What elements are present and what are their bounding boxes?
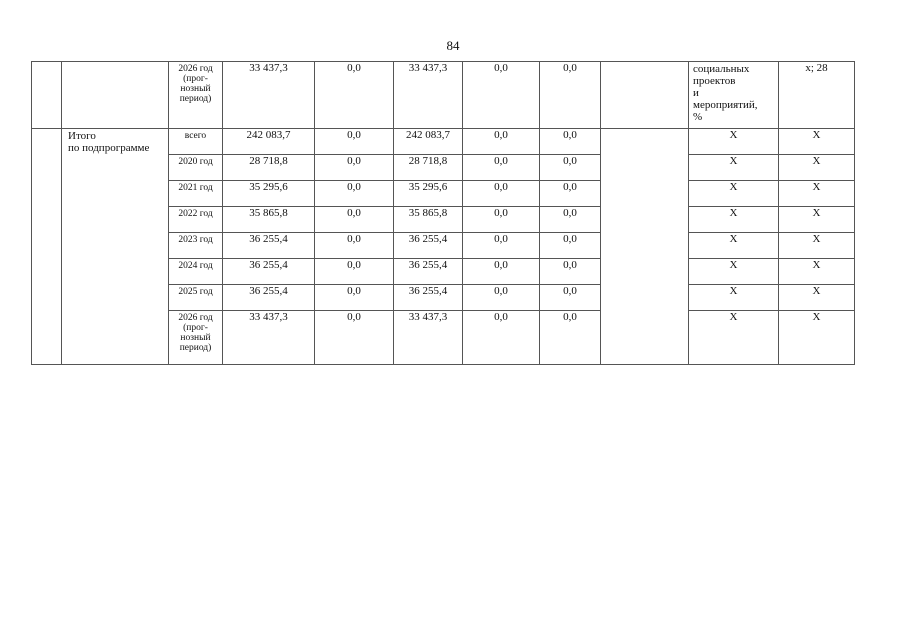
table-row <box>32 62 855 129</box>
value-cell: 35 865,8 <box>223 207 315 233</box>
year-text: 2025 год <box>178 287 213 297</box>
table-row <box>32 129 855 155</box>
year-cell <box>169 62 223 129</box>
value-cell: 33 437,3 <box>394 62 463 129</box>
year-cell <box>169 181 223 207</box>
value-cell: 0,0 <box>463 285 540 311</box>
value-cell: 0,0 <box>315 259 394 285</box>
value-cell: 28 718,8 <box>223 155 315 181</box>
value-cell: 0,0 <box>315 181 394 207</box>
executor-cell <box>601 129 689 365</box>
total-label-text: по подпрограмме <box>68 142 150 154</box>
value-cell: 35 295,6 <box>223 181 315 207</box>
year-text: (прог- <box>183 323 208 333</box>
year-cell <box>169 233 223 259</box>
value-cell: 33 437,3 <box>223 311 315 365</box>
value-cell: 0,0 <box>315 311 394 365</box>
value-cell: 0,0 <box>540 207 601 233</box>
indicator-text: и <box>693 87 699 99</box>
year-text: 2026 год <box>178 64 213 74</box>
value-cell: 28 718,8 <box>394 155 463 181</box>
value-cell: 0,0 <box>463 311 540 365</box>
year-text: период) <box>179 94 212 104</box>
x-mark-cell: Х <box>689 129 779 155</box>
indicator-cell <box>689 62 779 129</box>
value-cell: 36 255,4 <box>394 233 463 259</box>
x-mark-cell: Х <box>689 207 779 233</box>
executor-cell <box>601 62 689 129</box>
year-cell <box>169 311 223 365</box>
value-cell: 242 083,7 <box>223 129 315 155</box>
value-cell: 0,0 <box>315 129 394 155</box>
x-mark-cell: Х <box>779 155 855 181</box>
value-cell: 36 255,4 <box>223 259 315 285</box>
x-mark-cell: Х <box>779 233 855 259</box>
x-mark-cell: Х <box>689 155 779 181</box>
indicator-text: % <box>693 111 703 123</box>
year-text: 2022 год <box>178 209 213 219</box>
year-cell <box>169 259 223 285</box>
value-cell: 0,0 <box>540 155 601 181</box>
value-cell: 0,0 <box>540 259 601 285</box>
value-cell: 0,0 <box>463 233 540 259</box>
x-mark-cell: Х <box>689 181 779 207</box>
table-body <box>32 62 855 365</box>
name-cell <box>62 62 169 129</box>
value-cell: 0,0 <box>463 181 540 207</box>
indicator-text: социальных <box>693 63 750 75</box>
value-cell: 0,0 <box>463 207 540 233</box>
x-mark-cell: Х <box>689 259 779 285</box>
value-cell: 33 437,3 <box>223 62 315 129</box>
year-text: 2020 год <box>178 157 213 167</box>
total-label-cell <box>62 129 169 365</box>
value-cell: 0,0 <box>540 311 601 365</box>
year-text: период) <box>179 343 212 353</box>
x-mark-cell: Х <box>689 285 779 311</box>
value-cell: 0,0 <box>315 285 394 311</box>
value-cell: 0,0 <box>540 285 601 311</box>
indicator-text: проектов <box>693 75 736 87</box>
x-mark-cell: Х <box>689 233 779 259</box>
value-cell: 0,0 <box>463 129 540 155</box>
value-cell: 0,0 <box>315 62 394 129</box>
value-cell: 0,0 <box>540 62 601 129</box>
year-cell <box>169 129 223 155</box>
x-mark-cell: Х <box>779 181 855 207</box>
value-cell: 0,0 <box>540 129 601 155</box>
year-cell <box>169 285 223 311</box>
value-cell: 242 083,7 <box>394 129 463 155</box>
value-cell: 0,0 <box>315 207 394 233</box>
value-cell: 0,0 <box>463 62 540 129</box>
year-cell <box>169 155 223 181</box>
code-cell: х; 28 <box>779 62 855 129</box>
x-mark-cell: Х <box>779 129 855 155</box>
budget-table <box>31 61 855 365</box>
value-cell: 0,0 <box>463 259 540 285</box>
value-cell: 33 437,3 <box>394 311 463 365</box>
value-cell: 0,0 <box>463 155 540 181</box>
year-text: 2021 год <box>178 183 213 193</box>
total-label-text: Итого <box>68 130 96 142</box>
value-cell: 35 295,6 <box>394 181 463 207</box>
value-cell: 0,0 <box>540 233 601 259</box>
indicator-text: мероприятий, <box>693 99 758 111</box>
x-mark-cell: Х <box>779 207 855 233</box>
x-mark-cell: Х <box>779 259 855 285</box>
value-cell: 36 255,4 <box>223 285 315 311</box>
value-cell: 36 255,4 <box>223 233 315 259</box>
year-cell <box>169 207 223 233</box>
year-text: всего <box>184 131 207 141</box>
number-cell <box>32 62 62 129</box>
value-cell: 0,0 <box>315 233 394 259</box>
value-cell: 35 865,8 <box>394 207 463 233</box>
x-mark-cell: Х <box>779 311 855 365</box>
x-mark-cell: Х <box>689 311 779 365</box>
year-text: нозный <box>180 333 211 343</box>
value-cell: 0,0 <box>540 181 601 207</box>
value-cell: 36 255,4 <box>394 259 463 285</box>
x-mark-cell: Х <box>779 285 855 311</box>
number-cell <box>32 129 62 365</box>
year-text: нозный <box>180 84 211 94</box>
year-text: 2026 год <box>178 313 213 323</box>
year-text: 2024 год <box>178 261 213 271</box>
value-cell: 0,0 <box>315 155 394 181</box>
page-number: 84 <box>446 38 460 53</box>
value-cell: 36 255,4 <box>394 285 463 311</box>
year-text: (прог- <box>183 74 208 84</box>
year-text: 2023 год <box>178 235 213 245</box>
